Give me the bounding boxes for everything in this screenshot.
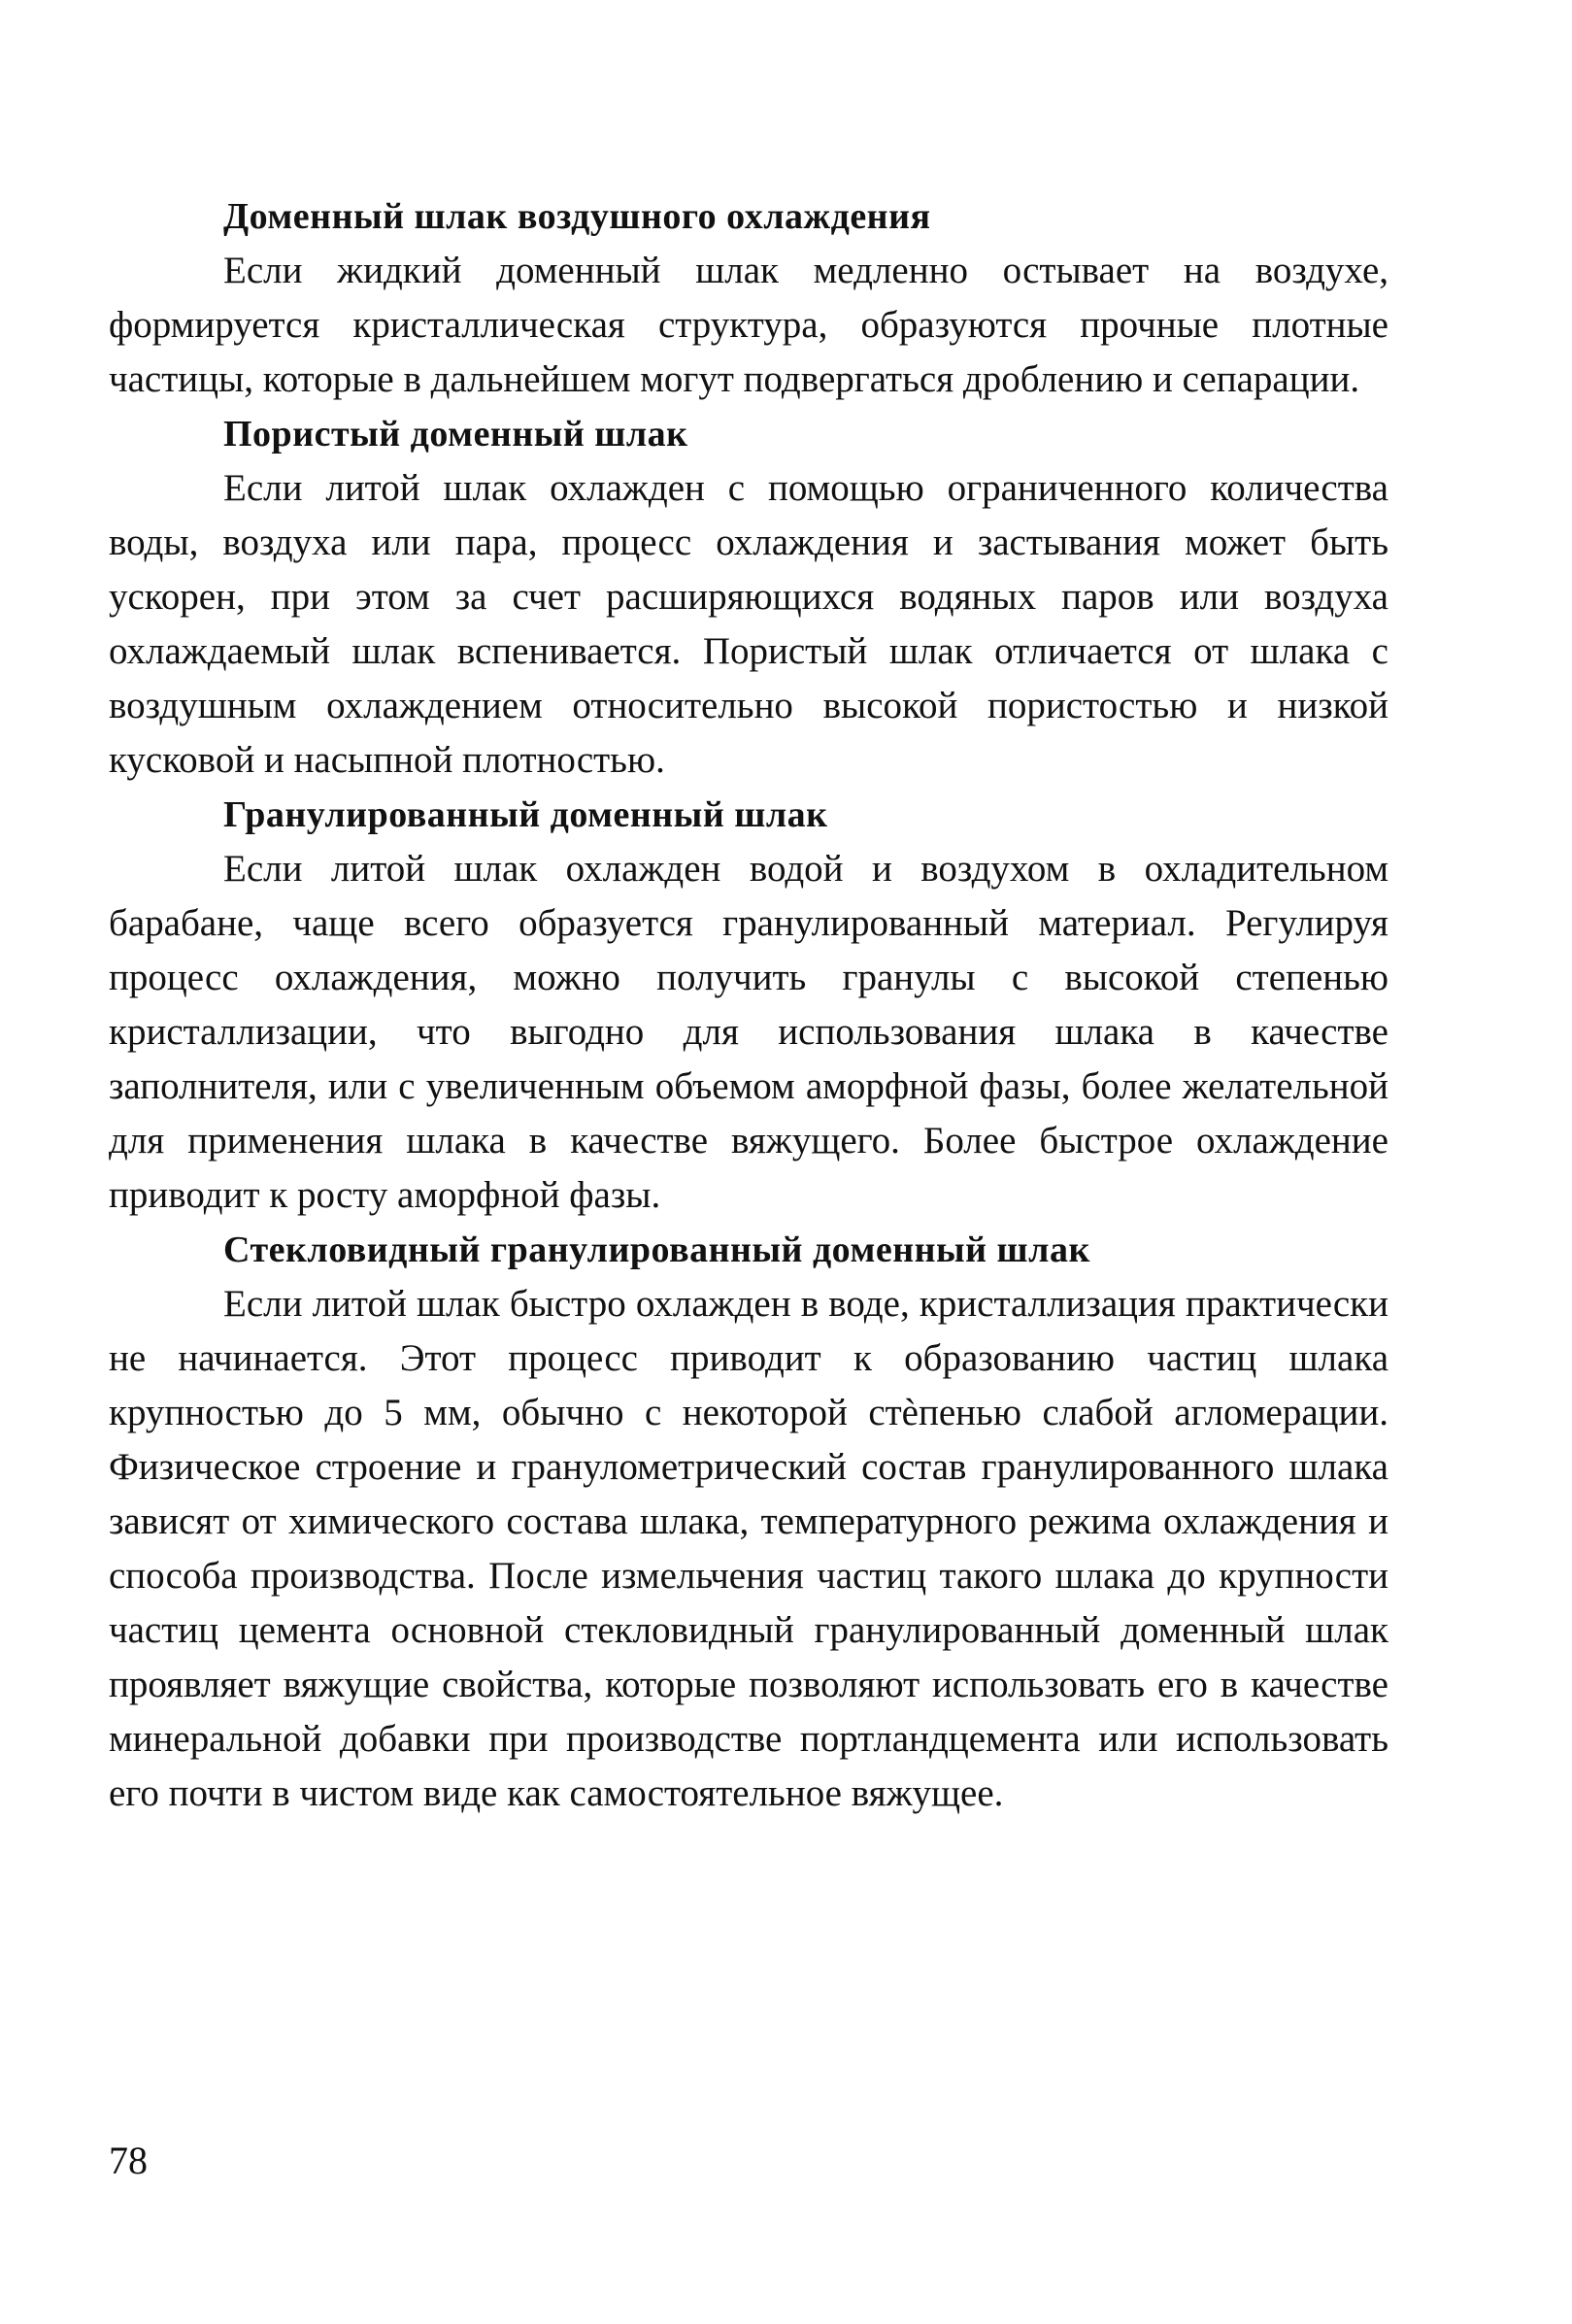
section-heading-air-cooled-slag: Доменный шлак воздушного охлаждения [223,196,931,237]
page-body [109,189,1388,1821]
section-text-porous-slag: Если литой шлак охлажден с помощью ограниченного количества воды, воздуха или пара, процесс охлаждения и застывания может быть ускорен, при этом за счет расширяющихся водяных паров или воздуха охлаждаемый шлак вспенивается. Пористый шлак отличается от шлака с воздушным охлаждением относительно высокой пористостью и низкой кусковой и насыпной плотностью. [109,467,1388,781]
section-heading-granulated-slag: Гранулированный доменный шлак [223,794,828,835]
section-text-air-cooled-slag: Если жидкий доменный шлак медленно остывает на воздухе, формируется кристаллическая структура, образуются прочные плотные частицы, которые в дальнейшем могут подвергаться дроблению и сепарации. [109,250,1388,400]
section-heading-glassy-granulated-slag: Стекловидный гранулированный доменный шлак [223,1229,1090,1270]
section-text-granulated-slag: Если литой шлак охлажден водой и воздухом в охладительном барабане, чаще всего образуется гранулированный материал. Регулируя процесс охлаждения, можно получить гранулы с высокой степенью кристаллизации, что выгодно для использования шлака в качестве заполнителя, или с увеличенным объемом аморфной фазы, более желательной для применения шлака в качестве вяжущего. Более быстрое охлаждение приводит к росту аморфной фазы. [109,848,1388,1216]
page-number: 78 [109,2139,148,2182]
section-text-glassy-granulated-slag: Если литой шлак быстро охлажден в воде, кристаллизация практически не начинается. Этот процесс приводит к образованию частиц шлака крупностью до 5 мм, обычно с некоторой стѐпенью слабой агломерации. Физическое строение и гранулометрический состав гранулированного шлака зависят от химического состава шлака, температурного режима охлаждения и способа производства. После измельчения частиц такого шлака до крупности частиц цемента основной стекловидный гранулированный доменный шлак проявляет вяжущие свойства, которые позволяют использовать его в качестве минеральной добавки при производстве портландцемента или использовать его почти в чистом виде как самостоятельное вяжущее. [109,1283,1388,1814]
section-heading-porous-slag: Пористый доменный шлак [223,414,688,455]
